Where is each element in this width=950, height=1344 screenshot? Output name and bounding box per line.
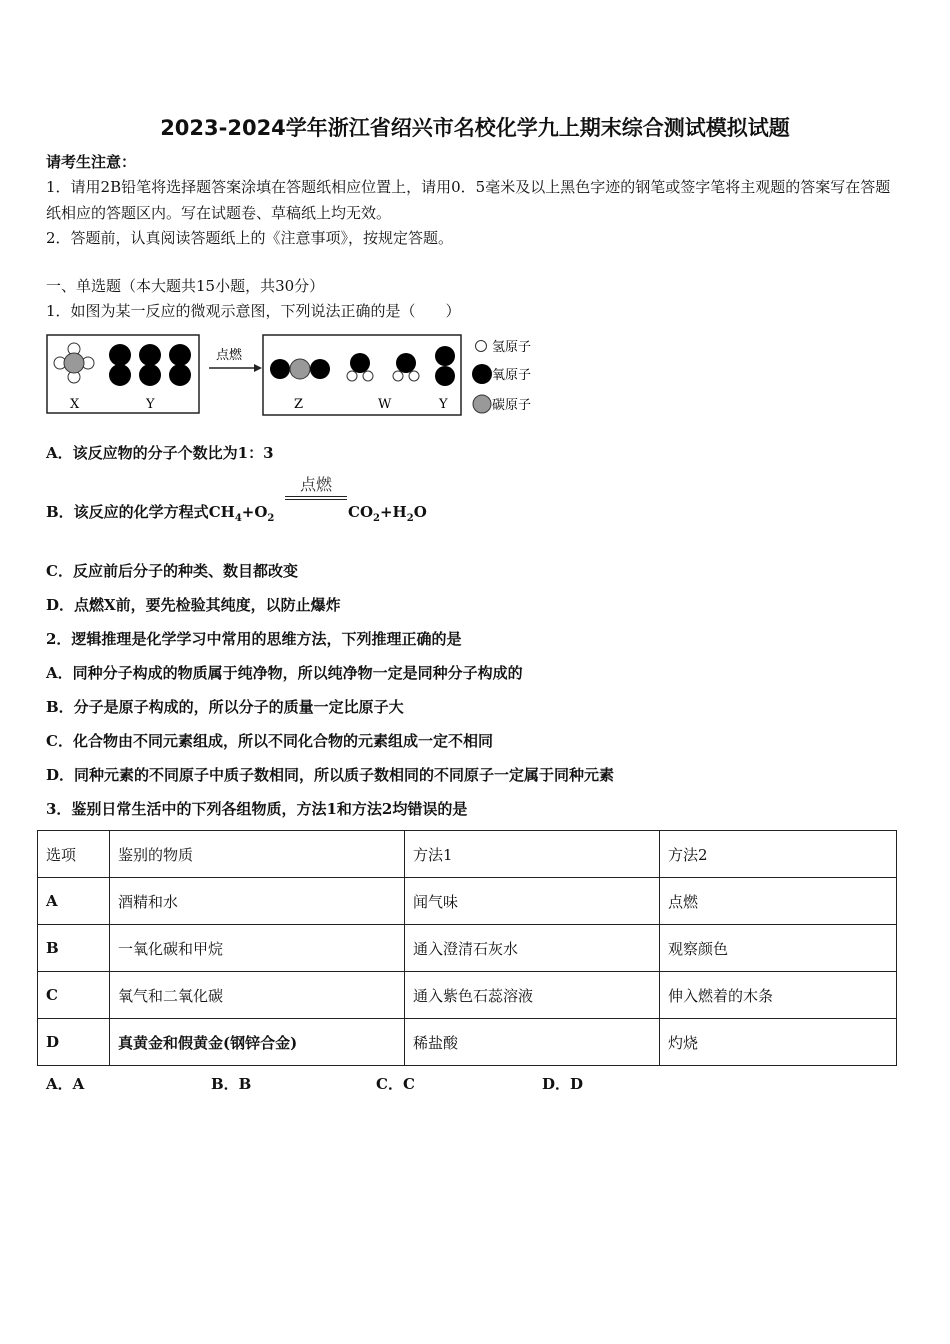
q1-option-c: C．反应前后分子的种类、数目都改变 [46, 562, 298, 580]
section-heading: 一、单选题（本大题共15小题，共30分） [46, 277, 325, 295]
table-cell: 一氧化碳和甲烷 [110, 925, 405, 972]
label-w: W [378, 397, 392, 412]
table-cell: 稀盐酸 [405, 1019, 660, 1066]
q1-stem: 1．如图为某一反应的微观示意图，下列说法正确的是（ ） [46, 302, 461, 320]
table-header-cell: 选项 [38, 831, 110, 878]
carbon-legend-icon [473, 395, 491, 413]
q2-option-d: D．同种元素的不同原子中质子数相同，所以质子数相同的不同原子一定属于同种元素 [46, 766, 615, 784]
table-cell: C [38, 972, 110, 1019]
q2-stem: 2．逻辑推理是化学学习中常用的思维方法，下列推理正确的是 [46, 630, 462, 648]
notice-item-2: 2．答题前，认真阅读答题纸上的《注意事项》，按规定答题。 [46, 229, 454, 247]
methane-molecule-icon [54, 343, 94, 383]
label-x: X [70, 397, 80, 412]
reaction-diagram [46, 332, 546, 418]
hydrogen-legend-icon [476, 341, 487, 352]
q3-stem: 3．鉴别日常生活中的下列各组物质，方法1和方法2均错误的是 [46, 800, 468, 818]
table-cell: 通入紫色石蕊溶液 [405, 972, 660, 1019]
notice-heading: 请考生注意： [46, 153, 137, 171]
table-row [38, 878, 897, 925]
q1-option-a: A．该反应物的分子个数比为1：3 [46, 444, 274, 462]
label-y-after: Y [439, 397, 448, 412]
table-cell: B [38, 925, 110, 972]
table-cell: 通入澄清石灰水 [405, 925, 660, 972]
table-header-row [38, 831, 897, 878]
q2-option-c: C．化合物由不同元素组成，所以不同化合物的元素组成一定不相同 [46, 732, 493, 750]
q3-option-b: B．B [211, 1075, 252, 1093]
table-cell: 酒精和水 [110, 878, 405, 925]
q3-table [37, 830, 897, 1066]
q3-option-c: C．C [376, 1075, 415, 1093]
table-cell: 伸入燃着的木条 [660, 972, 897, 1019]
table-cell: D [38, 1019, 110, 1066]
q3-option-a: A．A [46, 1075, 85, 1093]
leftover-oxygen-icon [435, 346, 455, 386]
table-cell: 观察颜色 [660, 925, 897, 972]
equation-condition: 点燃 [285, 472, 347, 500]
q3-option-d: D．D [542, 1075, 584, 1093]
table-cell: 点燃 [660, 878, 897, 925]
q1-option-d: D．点燃X前，要先检验其纯度，以防止爆炸 [46, 596, 341, 614]
oxygen-molecules-icon [109, 344, 191, 386]
table-cell: 真黄金和假黄金(钢锌合金) [110, 1019, 405, 1066]
carbon-dioxide-molecule-icon [270, 359, 330, 379]
table-cell: 闻气味 [405, 878, 660, 925]
table-row [38, 925, 897, 972]
q1-option-b: B．该反应的化学方程式$CH_4+O_2$ [46, 503, 275, 524]
table-header-cell: 方法2 [660, 831, 897, 878]
legend-carbon: 碳原子 [492, 398, 532, 413]
table-row [38, 1019, 897, 1066]
oxygen-legend-icon [472, 364, 492, 384]
table-cell: A [38, 878, 110, 925]
table-header-cell: 方法1 [405, 831, 660, 878]
q3-options [46, 1073, 746, 1093]
page-title: 2023-2024学年浙江省绍兴市名校化学九上期末综合测试模拟试题 [160, 116, 790, 140]
table-cell: 氧气和二氧化碳 [110, 972, 405, 1019]
arrow-head-icon [254, 364, 262, 372]
equation-products: $CO_2+H_2O$ [348, 503, 427, 524]
table-cell: 灼烧 [660, 1019, 897, 1066]
arrow-condition: 点燃 [216, 348, 243, 363]
water-molecules-icon [347, 353, 419, 381]
label-z: Z [294, 397, 304, 412]
table-header-cell: 鉴别的物质 [110, 831, 405, 878]
q2-option-a: A．同种分子构成的物质属于纯净物，所以纯净物一定是同种分子构成的 [46, 664, 523, 682]
q2-option-b: B．分子是原子构成的，所以分子的质量一定比原子大 [46, 698, 404, 716]
label-y-before: Y [146, 397, 155, 412]
legend-hydrogen: 氢原子 [492, 340, 532, 355]
notice-item-1: 1．请用2B铅笔将选择题答案涂填在答题纸相应位置上，请用0．5毫米及以上黑色字迹的钢笔或签字笔将主观题的答案写在答题纸相应的答题区内。写在试题卷、草稿纸上均无效。 [46, 178, 891, 222]
table-row [38, 972, 897, 1019]
legend-oxygen: 氧原子 [492, 368, 532, 383]
